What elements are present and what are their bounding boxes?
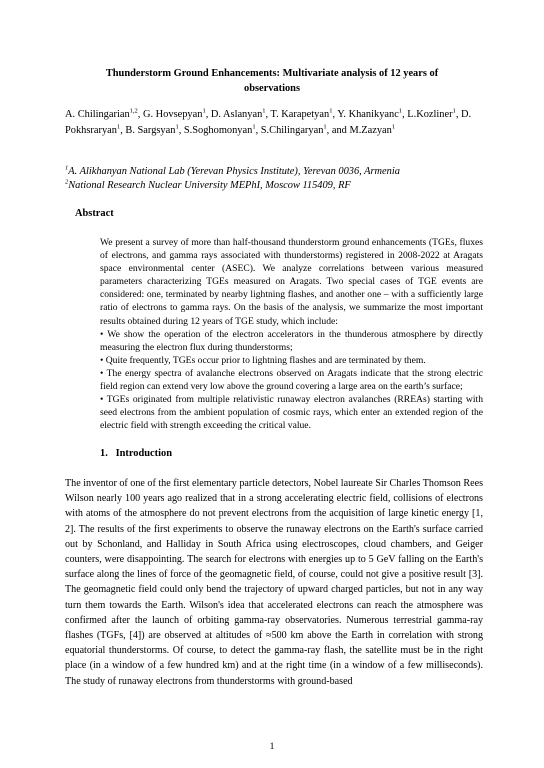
affiliation-line [65,165,485,179]
author-name: A. Chilingarian [65,109,130,120]
author-affiliation-mark: 1,2 [129,107,138,115]
author-name: D. Aslanyan [210,109,263,120]
introduction-text [65,476,483,689]
author-name: S.Soghomonyan [183,125,253,136]
author-name: L.Kozliner [407,109,453,120]
author-affiliation-mark: 1 [252,123,256,131]
page-number: 1 [269,741,275,752]
author-affiliation-mark: 1 [452,107,456,115]
paper-title: Thunderstorm Ground Enhancements: Multivariate analysis of 12 years of observations [105,68,439,94]
section-title: Introduction [115,448,172,459]
author-affiliation-mark: 1 [391,123,396,131]
section-number: 1. [100,448,108,459]
abstract-bullet: • Quite frequently, TGEs occur prior to lightning flashes and are terminated by them. [100,354,426,366]
author-name: T. Karapetyan [270,109,330,120]
abstract-body [100,236,483,432]
author-list: A. Chilingarian$^{1,2}$, G. Hovsepyan$^1$, D. Aslanyan$^1$, T. Karapetyan$^1$, Y. Khanikyanc$^1$, L.Kozliner$^1$, D. Pokhsraryan$^1$, B. Sargsyan$^1$, S.Soghomonyan$^1$, S.Chilingaryan$^1$, and M.Zazyan$^1$ [65,107,472,136]
abstract-bullet: • The energy spectra of avalanche electrons observed on Aragats indicate that the strong electric field region can extend very low above the ground covering a large area on the earth’s surface; [100,367,483,393]
author-name: B. Sargsyan [125,125,176,136]
affiliation-mark: 1 [65,164,69,172]
author-affiliation-mark: 1 [175,123,179,131]
abstract-bullet: • We show the operation of the electron accelerators in the thunderous atmosphere by directly measuring the electron flux during thunderstorms; [100,328,483,353]
affiliation-line [65,179,485,193]
section-heading [100,448,172,459]
affiliations [65,165,485,193]
author-affiliation-mark: 1 [202,107,206,115]
introduction-paragraph: The inventor of one of the first elementary particle detectors, Nobel laureate Sir Charles Thomson Rees Wilson nearly 100 years ago realized that in a strong accelerating electric field, collisions of electrons with atoms of the atmosphere do not prevent electrons from the acquisition of large kinetic energy [1, 2]. The results of the first experiments to observe the runaway electrons on the Earth's surface carried out by Schonland, and Halliday in South Africa using electroscopes, cloud chambers, and Geiger counters, were disappointing. The search for electrons with energies up to 5 GeV falling on the Earth's surface along the lines of force of the geomagnetic field, of course, could not give a positive result [3]. The geomagnetic field could only bend the trajectory of upward charged particles, but not in any way turn them towards the Earth. Wilson's idea that accelerated electrons can reach the atmosphere was confirmed after the launch of orbiting gamma-ray observatories. Numerous terrestrial gamma-ray flashes (TGFs, [4]) are observed at altitudes of ≈500 km above the Earth in correlation with strong equatorial thunderstorms. Of course, to detect the gamma-ray flash, the satellite must be in the right place (in a window of a few hundred km) and at the right time (in a window of a few milliseconds). The study of runaway electrons from thunderstorms with ground-based [65,478,484,687]
author-affiliation-mark: 1 [323,123,327,131]
author-affiliation-mark: 1 [398,107,403,115]
affiliation-text: National Research Nuclear University MEPhI, Moscow 115409, RF [68,180,351,191]
author-name: S.Chilingaryan [260,125,324,136]
author-name: Y. Khanikyanc [337,109,399,120]
author-name: D. Pokhsraryan [65,109,472,136]
author-affiliation-mark: 1 [116,123,121,131]
affiliation-mark: 2 [65,178,69,186]
author-name: G. Hovsepyan [142,109,203,120]
author-affiliation-mark: 1 [262,107,266,115]
affiliation-text: A. Alikhanyan National Lab (Yerevan Physics Institute), Yerevan 0036, Armenia [68,166,400,177]
author-name: M.Zazyan [349,125,392,136]
abstract-paragraph: We present a survey of more than half-thousand thunderstorm ground enhancements (TGEs, fluxes of electrons, and gamma rays associated with thunderstorms) registered in 2008-2022 at Aragats space environmental center (ASEC). We analyze correlations between various measured parameters characterizing TGEs measured on Aragats. Two special cases of TGE events are considered: one, terminated by nearby lightning flashes, and another one – with a sufficiently large ratio of electrons to gamma rays. On the basis of the analysis, we summarize the most important results obtained during 12 years of TGE study, which include: [100,237,483,327]
author-affiliation-mark: 1 [329,107,333,115]
abstract-heading: Abstract [75,208,114,219]
abstract-bullet: • TGEs originated from multiple relativistic runaway electron avalanches (RREAs) starting with seed electrons from the ambient population of cosmic rays, which enter an extended region of the electric field with strength exceeding the critical value. [100,394,483,432]
